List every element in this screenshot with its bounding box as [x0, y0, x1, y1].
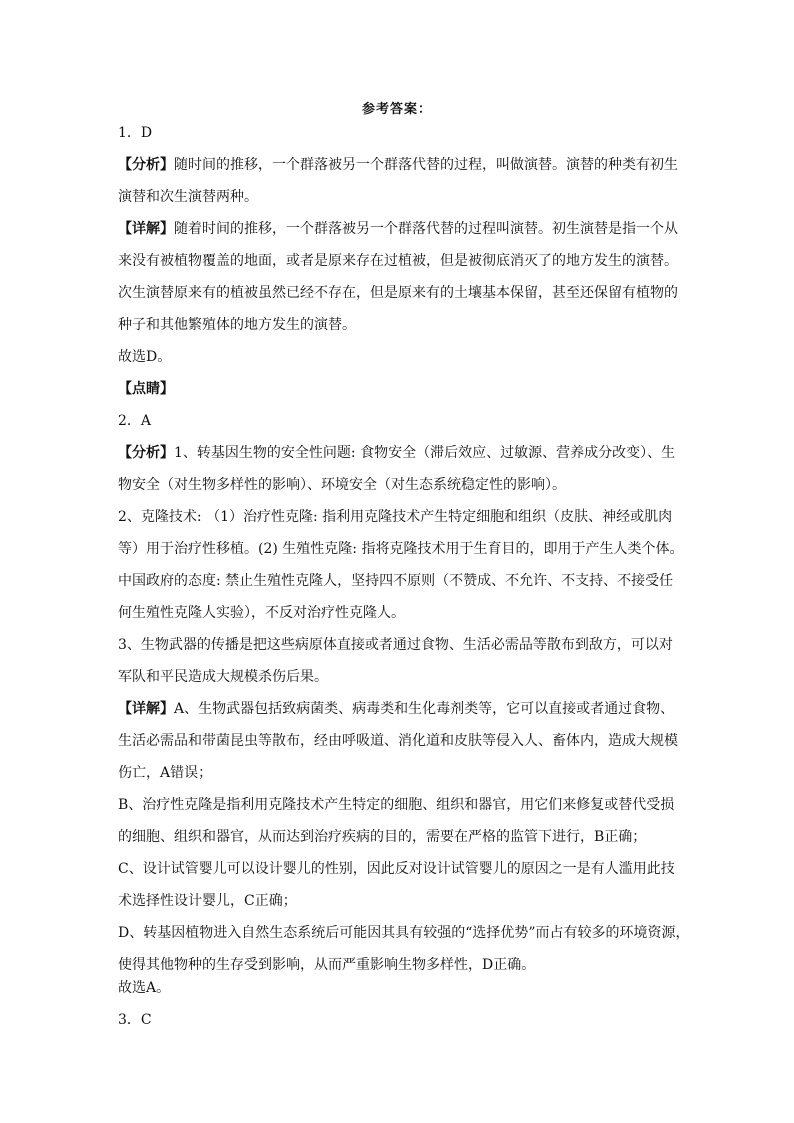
q2-choice: 故选A。: [118, 980, 171, 996]
q1-detail-text: 来没有被植物覆盖的地面，或者是原来存在过植被，但是被彻底消灭了的地方发生的演替。: [118, 253, 678, 269]
q1-analysis-line: [118, 154, 688, 186]
q2-detail-line: [118, 698, 688, 730]
q2-option-b: 的细胞、组织和器官，从而达到治疗疾病的目的，需要在严格的监管下进行，B正确；: [118, 829, 647, 845]
answer-key-title: 参考答案：: [361, 102, 432, 117]
q1-answer: 1．D: [118, 125, 153, 141]
comment-tag: 【点睛】: [118, 381, 174, 397]
q1-detail-text: 种子和其他繁殖体的地方发生的演替。: [118, 317, 356, 333]
q2-option-d: D、转基因植物进入自然生态系统后可能因其具有较强的“选择优势”而占有较多的环境资源，: [118, 925, 690, 941]
q2-detail-text: 伤亡，A错误；: [118, 765, 213, 781]
q2-option-b: B、治疗性克隆是指利用克隆技术产生特定的细胞、组织和器官，用它们来修复或替代受损: [118, 797, 675, 813]
q1-detail-text: 随着时间的推移，一个群落被另一个群落代替的过程叫演替。初生演替是指一个从: [174, 221, 678, 237]
q2-cloning-text: 等）用于治疗性移植。(2) 生殖性克隆: 指将克隆技术用于生育目的，即用于产生人类个体。: [118, 541, 684, 557]
q1-analysis-text: 演替和次生演替两种。: [118, 189, 258, 205]
q2-detail-text: 生活必需品和带菌昆虫等散布，经由呼吸道、消化道和皮肤等侵入人、畜体内，造成大规模: [118, 733, 678, 749]
q2-analysis-text: 物安全（对生物多样性的影响）、环境安全（对生态系统稳定性的影响）。: [118, 477, 566, 493]
q3-answer: 3．C: [118, 1012, 152, 1028]
detail-tag: 【详解】: [118, 221, 174, 237]
q2-answer: 2．A: [118, 413, 152, 429]
answer-content: [118, 122, 688, 1041]
q1-detail-text: 次生演替原来有的植被虽然已经不存在，但是原来有的土壤基本保留，甚至还保留有植物的: [118, 285, 678, 301]
q2-detail-text: A、生物武器包括致病菌类、病毒类和生化毒剂类等，它可以直接或者通过食物、: [174, 701, 675, 717]
q1-analysis-text: 随时间的推移，一个群落被另一个群落代替的过程，叫做演替。演替的种类有初生: [174, 157, 678, 173]
detail-tag: 【详解】: [118, 701, 174, 717]
q2-cloning-text: 何生殖性克隆人实验），不反对治疗性克隆人。: [118, 605, 405, 621]
q2-option-d: 使得其他物种的生存受到影响，从而严重影响生物多样性，D正确。: [118, 957, 536, 973]
q1-choice: 故选D。: [118, 349, 172, 365]
q1-detail-line: [118, 218, 688, 250]
q2-analysis-line: [118, 442, 688, 474]
q2-option-c: C、设计试管婴儿可以设计婴儿的性别，因此反对设计试管婴儿的原因之一是有人滥用此技: [118, 861, 675, 877]
q2-option-c: 术选择性设计婴儿，C正确；: [118, 893, 297, 909]
q2-cloning-text: 2、克隆技术: （1）治疗性克隆: 指利用克隆技术产生特定细胞和组织（皮肤、神经或肌肉: [118, 509, 673, 525]
q2-analysis-text: 1、转基因生物的安全性问题: 食物安全（滞后效应、过敏源、营养成分改变）、生: [174, 445, 676, 461]
analysis-tag: 【分析】: [118, 445, 174, 461]
q2-weapons-text: 军队和平民造成大规模杀伤后果。: [118, 669, 328, 685]
analysis-tag: 【分析】: [118, 157, 174, 173]
q2-weapons-text: 3、生物武器的传播是把这些病原体直接或者通过食物、生活必需品等散布到敌方，可以对: [118, 637, 673, 653]
q2-cloning-text: 中国政府的态度: 禁止生殖性克隆人，坚持四不原则（不赞成、不允许、不支持、不接受任: [118, 573, 674, 589]
